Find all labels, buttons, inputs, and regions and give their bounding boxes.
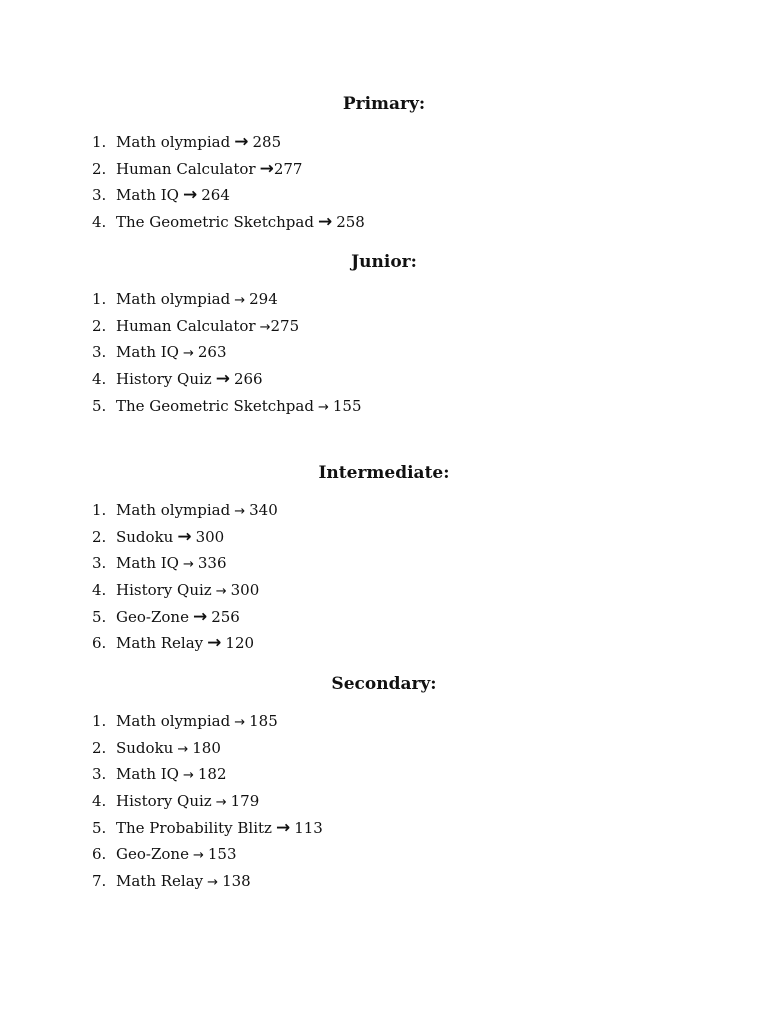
item-score: 340 bbox=[249, 501, 278, 519]
item-score: 300 bbox=[230, 581, 260, 600]
item-number: 2. bbox=[92, 738, 107, 757]
item-number: 1. bbox=[92, 133, 107, 151]
item-name: Math IQ bbox=[116, 343, 179, 362]
item-score: 113 bbox=[294, 818, 323, 837]
item-name: Geo-Zone bbox=[116, 845, 189, 864]
item-name: Math IQ bbox=[116, 186, 179, 205]
arrow-right-icon: → bbox=[234, 715, 246, 730]
item-score: 336 bbox=[197, 554, 227, 573]
section-title-junior: Junior: bbox=[351, 252, 417, 272]
item-text bbox=[116, 159, 302, 179]
item-name: Math Relay bbox=[116, 872, 204, 891]
item-name: Human Calculator bbox=[116, 159, 256, 178]
item-text bbox=[116, 500, 278, 522]
item-name: The Probability Blitz bbox=[116, 818, 272, 837]
item-text bbox=[116, 871, 251, 893]
item-number: 3. bbox=[92, 554, 107, 573]
section-title-primary: Primary: bbox=[342, 94, 426, 114]
item-number: 3. bbox=[92, 343, 107, 362]
item-text bbox=[116, 212, 365, 232]
item-name: The Geometric Sketchpad bbox=[116, 396, 314, 415]
item-text bbox=[116, 633, 254, 653]
item-name: Math Relay bbox=[116, 634, 204, 653]
item-number: 7. bbox=[92, 872, 107, 891]
item-text bbox=[116, 738, 221, 760]
arrow-right-icon: → bbox=[234, 504, 246, 519]
arrow-right-icon: → bbox=[275, 817, 291, 838]
item-name: Geo-Zone bbox=[116, 607, 189, 626]
item-score: 277 bbox=[273, 159, 303, 178]
item-number: 4. bbox=[92, 792, 107, 811]
item-text bbox=[116, 764, 227, 786]
arrow-right-icon: → bbox=[259, 319, 271, 335]
item-number: 1. bbox=[92, 501, 107, 519]
arrow-right-icon: → bbox=[207, 633, 222, 654]
item-name: Math olympiad bbox=[116, 712, 231, 730]
item-number: 5. bbox=[92, 818, 107, 837]
item-text bbox=[116, 342, 227, 364]
item-number: 4. bbox=[92, 213, 107, 232]
item-number: 4. bbox=[92, 370, 107, 389]
item-name: The Geometric Sketchpad bbox=[116, 213, 314, 232]
item-number: 2. bbox=[92, 159, 107, 178]
item-number: 5. bbox=[92, 607, 107, 626]
item-number: 1. bbox=[92, 290, 107, 308]
arrow-right-icon: → bbox=[317, 399, 329, 415]
item-text bbox=[116, 369, 263, 389]
arrow-right-icon: → bbox=[182, 346, 194, 362]
arrow-right-icon: → bbox=[182, 185, 198, 206]
item-number: 2. bbox=[92, 316, 107, 335]
item-name: History Quiz bbox=[116, 581, 212, 600]
arrow-right-icon: → bbox=[182, 768, 194, 784]
arrow-right-icon: → bbox=[182, 557, 194, 573]
item-score: 266 bbox=[233, 370, 263, 389]
item-number: 3. bbox=[92, 765, 107, 784]
item-name: Sudoku bbox=[116, 527, 174, 546]
item-text bbox=[116, 527, 224, 547]
arrow-right-icon: → bbox=[207, 875, 219, 891]
item-number: 2. bbox=[92, 527, 107, 546]
item-score: 155 bbox=[332, 396, 362, 415]
arrow-right-icon: → bbox=[317, 212, 333, 233]
item-score: 294 bbox=[249, 290, 278, 308]
item-text bbox=[116, 844, 237, 866]
item-name: Math olympiad bbox=[116, 501, 231, 519]
item-text bbox=[116, 580, 259, 602]
section-title-secondary: Secondary: bbox=[331, 674, 437, 694]
arrow-right-icon: → bbox=[259, 158, 274, 179]
arrow-right-icon: → bbox=[234, 293, 246, 308]
item-score: 138 bbox=[222, 872, 251, 891]
item-number: 3. bbox=[92, 186, 107, 205]
item-text bbox=[116, 316, 299, 338]
arrow-right-icon: → bbox=[234, 132, 249, 152]
item-number: 4. bbox=[92, 581, 107, 600]
arrow-right-icon: → bbox=[215, 584, 227, 600]
item-name: Math IQ bbox=[116, 765, 179, 784]
item-name: History Quiz bbox=[116, 792, 212, 811]
item-text bbox=[116, 818, 323, 838]
item-score: 180 bbox=[192, 738, 221, 757]
arrow-right-icon: → bbox=[215, 369, 230, 390]
item-text bbox=[116, 553, 227, 575]
item-score: 120 bbox=[225, 634, 255, 653]
item-score: 179 bbox=[230, 792, 260, 811]
item-score: 285 bbox=[252, 133, 282, 151]
item-text bbox=[116, 711, 278, 733]
item-score: 182 bbox=[197, 765, 227, 784]
item-score: 258 bbox=[336, 213, 365, 232]
arrow-right-icon: → bbox=[177, 741, 189, 757]
item-score: 263 bbox=[197, 343, 227, 362]
item-name: Math IQ bbox=[116, 554, 179, 573]
item-name: Human Calculator bbox=[116, 316, 256, 335]
item-name: Math olympiad bbox=[116, 290, 231, 308]
arrow-right-icon: → bbox=[192, 848, 204, 864]
item-name: Math olympiad bbox=[116, 133, 231, 151]
item-score: 153 bbox=[207, 845, 237, 864]
item-number: 6. bbox=[92, 634, 107, 653]
arrow-right-icon: → bbox=[177, 526, 192, 547]
item-text bbox=[116, 289, 278, 311]
item-text bbox=[116, 791, 259, 813]
item-score: 264 bbox=[201, 186, 230, 205]
item-name: Sudoku bbox=[116, 738, 174, 757]
item-score: 300 bbox=[195, 527, 225, 546]
item-text bbox=[116, 396, 362, 418]
item-text bbox=[116, 607, 240, 627]
item-number: 6. bbox=[92, 845, 107, 864]
item-score: 256 bbox=[211, 607, 240, 626]
item-name: History Quiz bbox=[116, 370, 212, 389]
item-text bbox=[116, 132, 281, 152]
arrow-right-icon: → bbox=[192, 606, 208, 627]
section-title-intermediate: Intermediate: bbox=[318, 463, 450, 483]
arrow-right-icon: → bbox=[215, 795, 227, 811]
item-score: 275 bbox=[270, 316, 300, 335]
item-number: 1. bbox=[92, 712, 107, 730]
item-number: 5. bbox=[92, 396, 107, 415]
item-text bbox=[116, 185, 230, 205]
item-score: 185 bbox=[249, 712, 278, 730]
